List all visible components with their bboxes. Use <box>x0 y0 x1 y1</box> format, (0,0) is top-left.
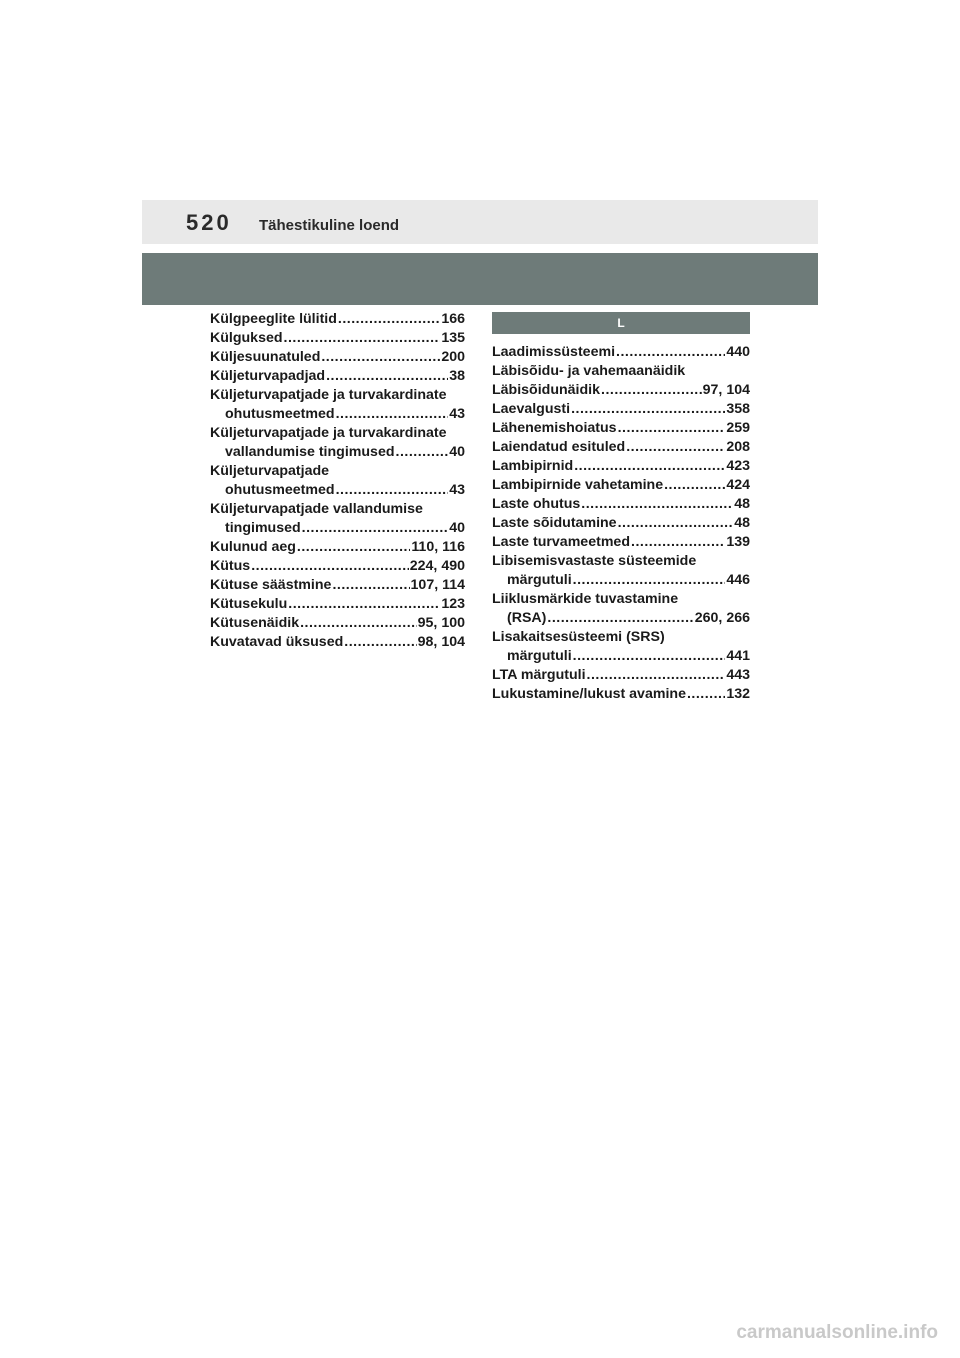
entry-term: Läbisõidunäidik <box>492 382 600 398</box>
entry-term: Lambipirnide vahetamine <box>492 477 664 493</box>
entry-page-numbers: 43 <box>449 406 465 422</box>
entry-term: ohutusmeetmed <box>225 482 335 498</box>
index-entry-line <box>210 595 465 614</box>
entry-term: Laste sõidutamine <box>492 515 617 531</box>
entry-term: vallandumise tingimused <box>225 444 395 460</box>
entry-term: Küljeturvapatjade vallandumise <box>210 501 423 517</box>
index-entry-line <box>492 495 750 514</box>
entry-page-numbers: 132 <box>726 686 750 702</box>
index-entry-line <box>492 552 750 571</box>
index-entry <box>492 685 750 704</box>
entry-term: Laste turvameetmed <box>492 534 630 550</box>
entry-term: Kütus <box>210 558 251 574</box>
entry-term: LTA märgutuli <box>492 667 586 683</box>
dot-leader <box>326 367 448 386</box>
index-entry-line <box>492 666 750 685</box>
dot-leader <box>626 438 725 457</box>
index-entry <box>492 590 750 628</box>
entry-term: märgutuli <box>507 648 572 664</box>
entry-term: Kütusenäidik <box>210 615 300 631</box>
entry-page-numbers: 423 <box>726 458 750 474</box>
entry-term: Läbisõidu- ja vahemaanäidik <box>492 363 686 379</box>
header-band <box>142 253 818 305</box>
entry-term: Küljeturvapatjade <box>210 463 330 479</box>
index-entry <box>210 424 465 462</box>
index-entry-line <box>492 685 750 704</box>
index-entry-line <box>210 367 465 386</box>
index-entry <box>210 557 465 576</box>
entry-page-numbers: 443 <box>726 667 750 683</box>
entry-term: tingimused <box>225 520 301 536</box>
dot-leader <box>344 633 416 652</box>
index-entry <box>492 666 750 685</box>
entry-page-numbers: 107, 114 <box>410 577 465 593</box>
entry-term: Küljeturvapadjad <box>210 368 326 384</box>
index-entry-line <box>210 443 465 462</box>
entry-page-numbers: 259 <box>726 420 750 436</box>
index-entry-line <box>492 571 750 590</box>
entry-page-numbers: 424 <box>726 477 750 493</box>
index-entry <box>492 552 750 590</box>
entry-term: märgutuli <box>507 572 572 588</box>
index-entry-line <box>492 609 750 628</box>
entry-page-numbers: 166 <box>441 311 465 327</box>
index-entry <box>492 457 750 476</box>
index-entry <box>210 310 465 329</box>
index-entry-line <box>492 362 750 381</box>
index-entry <box>492 419 750 438</box>
entry-page-numbers: 110, 116 <box>411 539 465 555</box>
entry-term: (RSA) <box>507 610 547 626</box>
entry-term: Laste ohutus <box>492 496 581 512</box>
index-entry-line <box>210 405 465 424</box>
entry-page-numbers: 139 <box>726 534 750 550</box>
entry-page-numbers: 43 <box>449 482 465 498</box>
entry-term: ohutusmeetmed <box>225 406 335 422</box>
index-entry <box>210 348 465 367</box>
index-entry-line <box>492 400 750 419</box>
entry-page-numbers: 260, 266 <box>694 610 750 626</box>
entry-term: Kuvatavad üksused <box>210 634 344 650</box>
index-entry <box>210 614 465 633</box>
index-entry-line <box>492 476 750 495</box>
index-entry-line <box>492 590 750 609</box>
dot-leader <box>573 647 726 666</box>
index-entry-line <box>210 462 465 481</box>
entry-term: Lambipirnid <box>492 458 574 474</box>
entry-term: Küljeturvapatjade ja turvakardinate <box>210 425 447 441</box>
dot-leader <box>664 476 725 495</box>
index-entry <box>210 367 465 386</box>
dot-leader <box>616 343 725 362</box>
entry-page-numbers: 95, 100 <box>417 615 465 631</box>
dot-leader <box>631 533 725 552</box>
index-entry-line <box>492 438 750 457</box>
index-entry-line <box>210 500 465 519</box>
index-entry <box>210 538 465 557</box>
dot-leader <box>574 457 725 476</box>
entry-term: Küljeturvapatjade ja turvakardinate <box>210 387 447 403</box>
entry-term: Lisakaitsesüsteemi (SRS) <box>492 629 665 645</box>
page-number: 520 <box>186 210 232 235</box>
index-entry <box>492 476 750 495</box>
index-entry-line <box>210 519 465 538</box>
entry-page-numbers: 48 <box>734 496 750 512</box>
entry-term: Liiklusmärkide tuvastamine <box>492 591 679 607</box>
entry-term: Kütusekulu <box>210 596 288 612</box>
index-entry <box>492 495 750 514</box>
entry-term: Lähenemishoiatus <box>492 420 617 436</box>
dot-leader <box>302 519 449 538</box>
entry-page-numbers: 441 <box>726 648 750 664</box>
entry-page-numbers: 48 <box>734 515 750 531</box>
index-entry-line <box>492 419 750 438</box>
index-entry-line <box>210 633 465 652</box>
dot-leader <box>284 329 441 348</box>
index-entry <box>210 462 465 500</box>
dot-leader <box>601 381 702 400</box>
dot-leader <box>300 614 417 633</box>
index-entry <box>492 400 750 419</box>
index-entry <box>492 381 750 400</box>
index-column-left <box>210 310 465 652</box>
dot-leader <box>687 685 725 704</box>
index-entry-line <box>210 348 465 367</box>
dot-leader <box>321 348 440 367</box>
dot-leader <box>338 310 440 329</box>
index-entry-line <box>210 538 465 557</box>
index-entry <box>210 500 465 538</box>
index-entry <box>492 514 750 533</box>
entry-page-numbers: 38 <box>449 368 465 384</box>
index-entry-line <box>210 310 465 329</box>
dot-leader <box>332 576 409 595</box>
index-entry-line <box>210 329 465 348</box>
index-entry-line <box>210 614 465 633</box>
index-entry-line <box>492 533 750 552</box>
index-entry-line <box>492 457 750 476</box>
entry-page-numbers: 224, 490 <box>409 558 465 574</box>
dot-leader <box>336 405 449 424</box>
entry-page-numbers: 40 <box>449 444 465 460</box>
index-entry <box>492 362 750 381</box>
entry-page-numbers: 200 <box>441 349 465 365</box>
index-entry-line <box>210 386 465 405</box>
index-entry-line <box>492 343 750 362</box>
entry-page-numbers: 135 <box>441 330 465 346</box>
dot-leader <box>336 481 449 500</box>
section-letter-bar: L <box>492 312 750 334</box>
index-entry-line <box>210 576 465 595</box>
entry-term: Libisemisvastaste süsteemide <box>492 553 697 569</box>
index-entry <box>210 595 465 614</box>
index-entry <box>210 633 465 652</box>
index-column-right <box>492 312 750 704</box>
index-entry-line <box>492 647 750 666</box>
dot-leader <box>571 400 725 419</box>
entry-term: Külgpeeglite lülitid <box>210 311 337 327</box>
entry-page-numbers: 446 <box>726 572 750 588</box>
entry-page-numbers: 440 <box>726 344 750 360</box>
index-entry <box>210 576 465 595</box>
entry-term: Kütuse säästmine <box>210 577 332 593</box>
entry-page-numbers: 123 <box>441 596 465 612</box>
dot-leader <box>547 609 693 628</box>
dot-leader <box>297 538 410 557</box>
entry-page-numbers: 208 <box>726 439 750 455</box>
section-entries <box>492 343 750 704</box>
dot-leader <box>251 557 409 576</box>
entry-term: Külguksed <box>210 330 283 346</box>
index-entry <box>492 438 750 457</box>
dot-leader <box>573 571 726 590</box>
entry-term: Lukustamine/lukust avamine <box>492 686 686 702</box>
index-entry <box>492 628 750 666</box>
entry-page-numbers: 98, 104 <box>417 634 465 650</box>
dot-leader <box>618 419 726 438</box>
header-title: Tähestikuline loend <box>259 217 400 234</box>
index-entry-line <box>210 424 465 443</box>
index-entry <box>210 386 465 424</box>
entry-term: Laadimissüsteemi <box>492 344 616 360</box>
entry-page-numbers: 40 <box>449 520 465 536</box>
entry-term: Küljesuunatuled <box>210 349 321 365</box>
dot-leader <box>288 595 440 614</box>
index-entry-line <box>210 557 465 576</box>
dot-leader <box>581 495 733 514</box>
index-entry <box>492 343 750 362</box>
entry-term: Laevalgusti <box>492 401 571 417</box>
watermark: carmanualsonline.info <box>736 1322 938 1343</box>
dot-leader <box>587 666 726 685</box>
entry-page-numbers: 97, 104 <box>702 382 750 398</box>
entry-page-numbers: 358 <box>726 401 750 417</box>
index-entry-line <box>210 481 465 500</box>
index-entry-line <box>492 514 750 533</box>
index-entry <box>492 533 750 552</box>
dot-leader <box>618 514 734 533</box>
index-entry <box>210 329 465 348</box>
index-entry-line <box>492 628 750 647</box>
entry-term: Laiendatud esituled <box>492 439 626 455</box>
dot-leader <box>396 443 449 462</box>
page-header <box>142 200 818 244</box>
index-entry-line <box>492 381 750 400</box>
entry-term: Kulunud aeg <box>210 539 296 555</box>
